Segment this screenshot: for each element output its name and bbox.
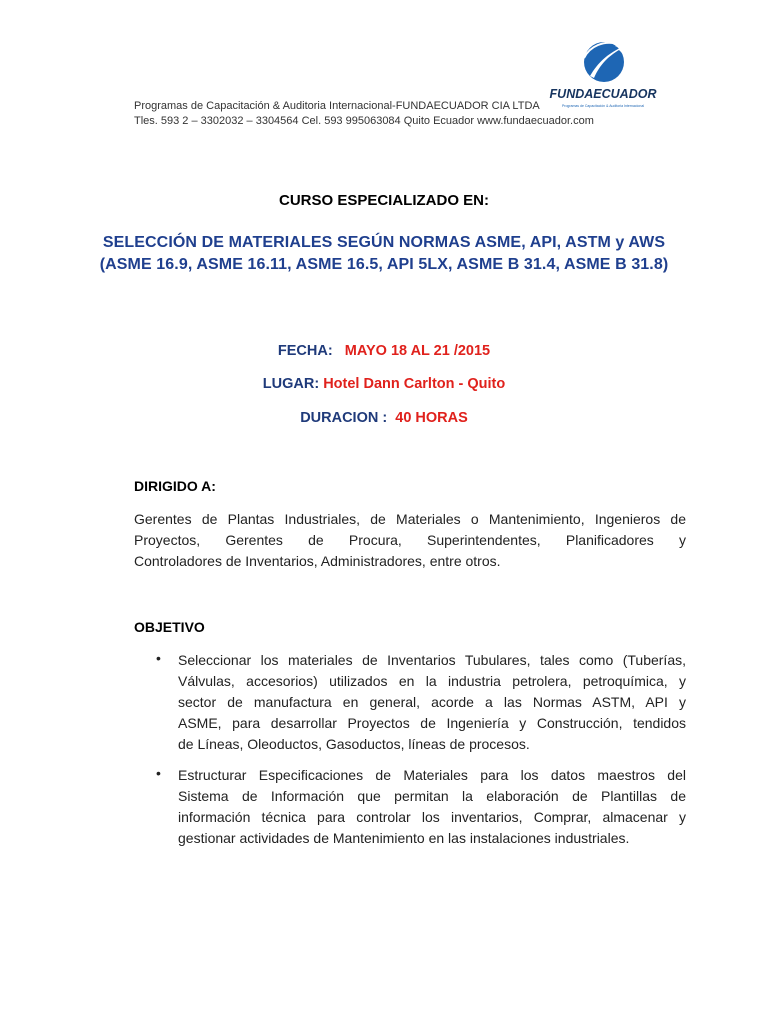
fundaecuador-logo (549, 36, 657, 112)
objetivo-line: gestionar actividades de Mantenimiento en las instalaciones industriales. (178, 830, 630, 846)
objetivo-line: sector de manufactura en general, acorde a las Normas ASTM, API y (178, 694, 686, 710)
course-title-line2: (ASME 16.9, ASME 16.11, ASME 16.5, API 5LX, ASME B 31.4, ASME B 31.8) (99, 256, 669, 273)
dirigido-paragraph (134, 509, 686, 572)
bullet-marker: • (156, 765, 161, 781)
objetivo-line: Sistema de Información que permitan la elaboración de Plantillas de (178, 788, 686, 804)
dirigido-line: Proyectos, Gerentes de Procura, Superintendentes, Planificadores y (134, 532, 686, 548)
duracion-label: DURACION : (300, 410, 388, 426)
logo-tagline: Programas de Capacitación & Auditoria Internacional (561, 104, 645, 108)
fecha-value: MAYO 18 AL 21 /2015 (344, 343, 491, 359)
course-label: CURSO ESPECIALIZADO EN: (278, 192, 489, 209)
fecha-row (0, 343, 768, 359)
dirigido-line: Gerentes de Plantas Industriales, de Materiales o Mantenimiento, Ingenieros de (134, 511, 686, 527)
objetivo-line: ASME, para desarrollar Proyectos de Ingeniería y Construcción, tendidos (178, 715, 686, 731)
objetivo-heading: OBJETIVO (134, 619, 205, 635)
objetivo-line: de Líneas, Oleoductos, Gasoductos, líneas de procesos. (178, 736, 530, 752)
objetivo-item-2 (178, 765, 686, 849)
objetivo-line: información técnica para controlar los inventarios, Comprar, almacenar y (178, 809, 686, 825)
lugar-value: Hotel Dann Carlton - Quito (323, 376, 506, 392)
objetivo-line: Estructurar Especificaciones de Materiales para los datos maestros del (178, 767, 686, 783)
dirigido-heading: DIRIGIDO A: (134, 478, 216, 494)
objetivo-line: Válvulas, accesorios) utilizados en la industria petrolera, petroquímica, y (178, 673, 686, 689)
objetivo-line: Seleccionar los materiales de Inventarios Tubulares, tales como (Tuberías, (178, 652, 686, 668)
course-title-line1: SELECCIÓN DE MATERIALES SEGÚN NORMAS ASME, API, ASTM y AWS (102, 234, 666, 251)
logo-text: FUNDAECUADOR (549, 87, 657, 101)
objetivo-item-1 (178, 650, 686, 755)
dirigido-line: Controladores de Inventarios, Administradores, entre otros. (134, 553, 501, 569)
header-company-line: Programas de Capacitación & Auditoria Internacional-FUNDAECUADOR CIA LTDA (134, 100, 540, 112)
lugar-label: LUGAR: (262, 376, 320, 392)
duracion-value: 40 HORAS (395, 410, 468, 426)
duracion-row (0, 410, 768, 426)
bullet-marker: • (156, 650, 161, 666)
header-contact-line: Tles. 593 2 – 3302032 – 3304564 Cel. 593 995063084 Quito Ecuador www.fundaecuador.com (134, 115, 594, 127)
fecha-label: FECHA: (277, 343, 333, 359)
lugar-row (0, 376, 768, 392)
